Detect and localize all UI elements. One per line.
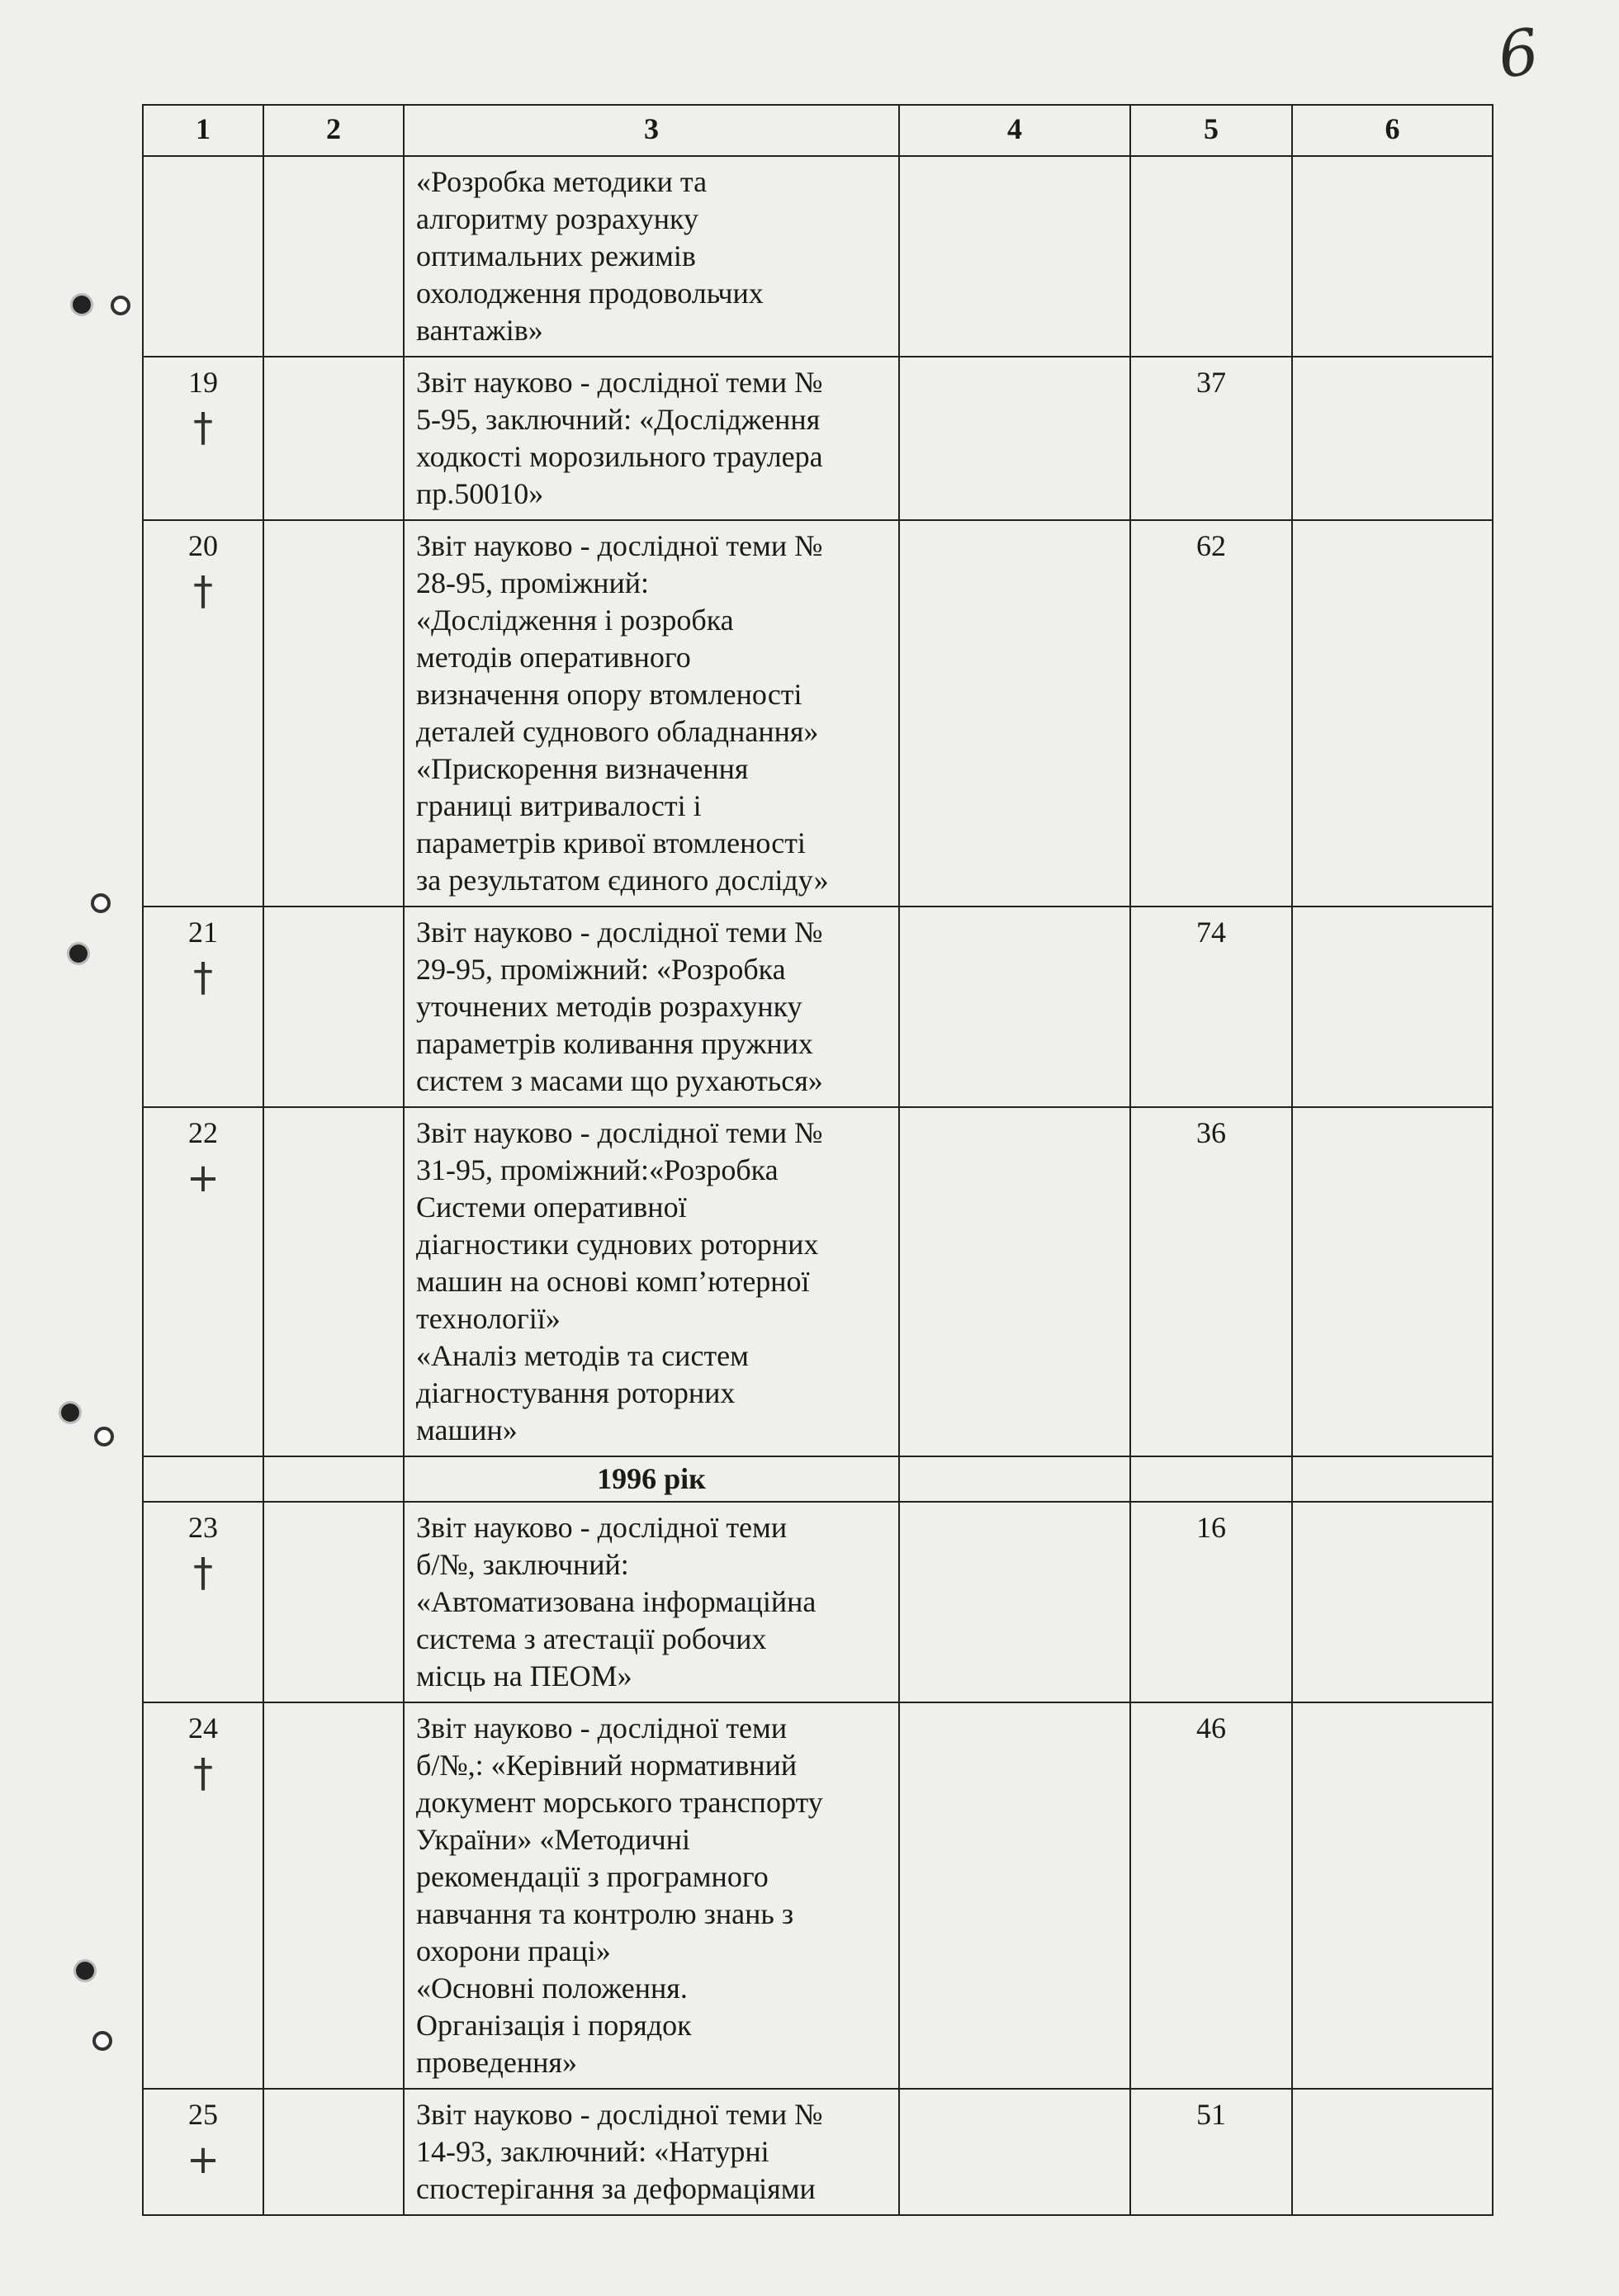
handwritten-mark: + xyxy=(186,2137,220,2183)
empty-cell xyxy=(899,1702,1130,2089)
empty-cell xyxy=(1292,520,1493,907)
empty-cell xyxy=(1292,1107,1493,1456)
report-title: Звіт науково - дослідної теми № 14-93, заключний: «Натурні спостерігання за деформаціями xyxy=(404,2089,899,2215)
row-number-cell xyxy=(143,357,263,520)
punch-hole xyxy=(61,1404,79,1422)
table-row xyxy=(143,1502,1493,1702)
year-separator-row xyxy=(143,1456,1493,1502)
table-row xyxy=(143,907,1493,1107)
table-row xyxy=(143,2089,1493,2215)
page-count: 62 xyxy=(1130,520,1292,907)
report-title: Звіт науково - дослідної теми б/№, заключний: «Автоматизована інформаційна система з атестації робочих місць на ПЕОМ» xyxy=(404,1502,899,1702)
empty-cell xyxy=(899,2089,1130,2215)
row-number: 24 xyxy=(188,1711,218,1744)
punch-hole xyxy=(94,1427,114,1446)
page-count: 51 xyxy=(1130,2089,1292,2215)
row-number: 25 xyxy=(188,2098,218,2131)
handwritten-mark: + xyxy=(186,1155,220,1201)
empty-cell xyxy=(1292,357,1493,520)
handwritten-mark: † xyxy=(193,1550,213,1596)
table-row xyxy=(143,520,1493,907)
handwritten-mark: † xyxy=(193,1750,213,1797)
empty-cell xyxy=(263,156,404,357)
row-number-cell xyxy=(143,1502,263,1702)
registry-table xyxy=(142,104,1494,2216)
empty-cell xyxy=(899,1107,1130,1456)
page-count: 46 xyxy=(1130,1702,1292,2089)
report-title: Звіт науково - дослідної теми № 31-95, проміжний:«Розробка Системи оперативної діагностики суднових роторних машин на основі комп’ютерної технології» «Аналіз методів та систем діагностування роторних машин» xyxy=(404,1107,899,1456)
header-col-2: 2 xyxy=(263,105,404,156)
empty-cell xyxy=(143,1456,263,1502)
empty-cell xyxy=(899,156,1130,357)
report-title: Звіт науково - дослідної теми № 28-95, проміжний: «Дослідження і розробка методів оперативного визначення опору втомленості деталей суднового обладнання» «Прискорення визначення границі витривалості і параметрів кривої втомленості за результатом єдиного досліду» xyxy=(404,520,899,907)
page-count: 16 xyxy=(1130,1502,1292,1702)
empty-cell xyxy=(1292,156,1493,357)
empty-cell xyxy=(1292,1456,1493,1502)
header-col-5: 5 xyxy=(1130,105,1292,156)
header-col-3: 3 xyxy=(404,105,899,156)
report-title: «Розробка методики та алгоритму розрахунку оптимальних режимів охолодження продовольчих вантажів» xyxy=(404,156,899,357)
punch-hole xyxy=(91,893,111,913)
table-row xyxy=(143,156,1493,357)
handwritten-mark: † xyxy=(193,954,213,1001)
header-col-4: 4 xyxy=(899,105,1130,156)
empty-cell xyxy=(263,1107,404,1456)
punch-hole xyxy=(73,296,91,314)
empty-cell xyxy=(263,357,404,520)
row-number: 23 xyxy=(188,1511,218,1544)
row-number-cell xyxy=(143,1107,263,1456)
empty-cell xyxy=(263,1702,404,2089)
row-number: 19 xyxy=(188,366,218,399)
row-number-cell xyxy=(143,520,263,907)
row-number-cell xyxy=(143,1702,263,2089)
row-number-cell xyxy=(143,2089,263,2215)
page-count: 37 xyxy=(1130,357,1292,520)
empty-cell xyxy=(263,907,404,1107)
empty-cell xyxy=(1292,2089,1493,2215)
table-row xyxy=(143,1702,1493,2089)
handwritten-mark: † xyxy=(193,568,213,614)
page-number: 6 xyxy=(1494,14,1544,92)
header-col-1: 1 xyxy=(143,105,263,156)
punch-hole xyxy=(76,1962,94,1980)
row-number-cell xyxy=(143,156,263,357)
empty-cell xyxy=(1292,1502,1493,1702)
header-row xyxy=(143,105,1493,156)
empty-cell xyxy=(263,1456,404,1502)
table-row xyxy=(143,357,1493,520)
empty-cell xyxy=(263,520,404,907)
empty-cell xyxy=(263,1502,404,1702)
handwritten-mark: † xyxy=(193,405,213,451)
report-title: Звіт науково - дослідної теми б/№,: «Керівний нормативний документ морського транспорту України» «Методичні рекомендації з програмного навчання та контролю знань з охорони праці» «Основні положення. Організація і порядок проведення» xyxy=(404,1702,899,2089)
punch-hole xyxy=(92,2031,112,2051)
empty-cell xyxy=(899,907,1130,1107)
empty-cell xyxy=(263,2089,404,2215)
header-col-6: 6 xyxy=(1292,105,1493,156)
empty-cell xyxy=(1130,1456,1292,1502)
report-title: Звіт науково - дослідної теми № 29-95, проміжний: «Розробка уточнених методів розрахунку параметрів коливання пружних систем з масами що рухаються» xyxy=(404,907,899,1107)
row-number-cell xyxy=(143,907,263,1107)
row-number: 22 xyxy=(188,1116,218,1149)
empty-cell xyxy=(899,520,1130,907)
page-count: 36 xyxy=(1130,1107,1292,1456)
punch-hole xyxy=(69,944,88,963)
row-number: 21 xyxy=(188,916,218,949)
empty-cell xyxy=(899,1456,1130,1502)
empty-cell xyxy=(899,357,1130,520)
year-label: 1996 рік xyxy=(404,1456,899,1502)
table-row xyxy=(143,1107,1493,1456)
page-count xyxy=(1130,156,1292,357)
punch-hole xyxy=(111,296,130,315)
report-title: Звіт науково - дослідної теми № 5-95, заключний: «Дослідження ходкості морозильного траулера пр.50010» xyxy=(404,357,899,520)
empty-cell xyxy=(899,1502,1130,1702)
empty-cell xyxy=(1292,907,1493,1107)
page-count: 74 xyxy=(1130,907,1292,1107)
row-number: 20 xyxy=(188,529,218,562)
empty-cell xyxy=(1292,1702,1493,2089)
